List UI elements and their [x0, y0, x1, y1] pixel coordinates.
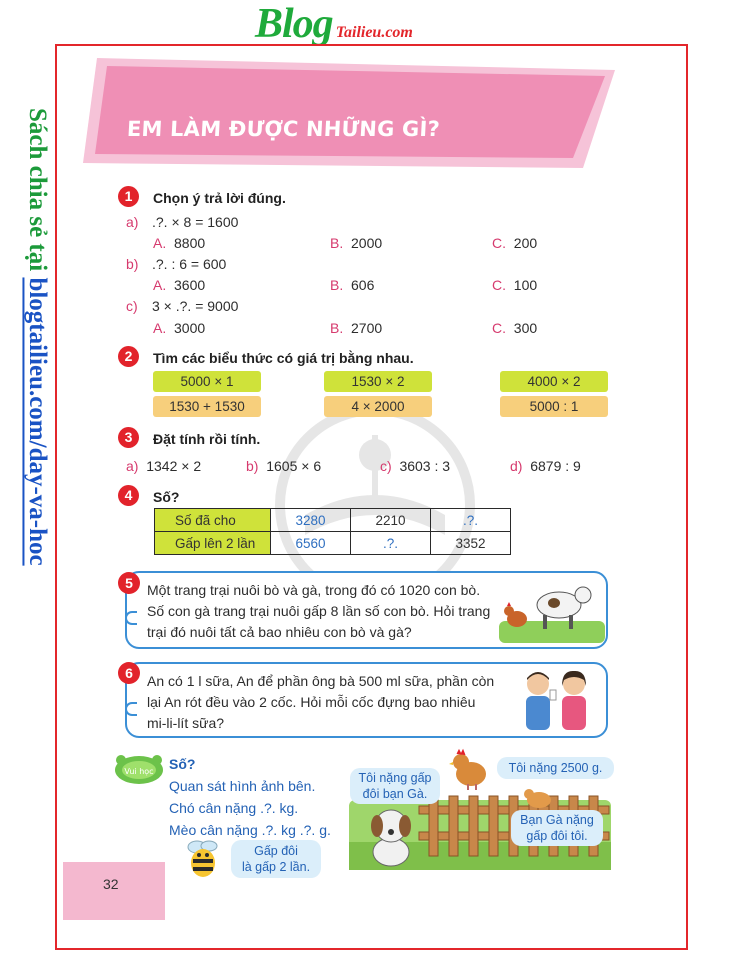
side-banner-text: Sách chia sẻ tại	[24, 108, 51, 278]
ex6-line-3: mi-li-lít sữa?	[147, 715, 225, 731]
ex1-c-option-b[interactable]: B. 2700	[330, 320, 383, 336]
ex1-a-option-a[interactable]: A. 8800	[153, 235, 206, 251]
expr-pill[interactable]: 1530 + 1530	[153, 396, 261, 417]
ex1-a-question: .?. × 8 = 1600	[152, 214, 239, 230]
ex3-item-d: d) 6879 : 9	[510, 458, 581, 474]
fun-line-3: Mèo cân nặng .?. kg .?. g.	[169, 822, 331, 838]
fun-line-2: Chó cân nặng .?. kg.	[169, 800, 299, 816]
title-banner	[75, 58, 615, 168]
ex1-c-question: 3 × .?. = 9000	[152, 298, 239, 314]
table-cell-blank[interactable]: .?.	[351, 532, 431, 555]
table-row	[155, 532, 511, 555]
fun-line-1: Quan sát hình ảnh bên.	[169, 778, 316, 794]
ex3-item-b: b) 1605 × 6	[246, 458, 322, 474]
ex1-a-option-c[interactable]: C. 200	[492, 235, 538, 251]
page-number: 32	[103, 876, 119, 892]
exercise-4-number: 4	[118, 485, 139, 506]
exercise-3-number: 3	[118, 427, 139, 448]
exercise-4-title: Số?	[153, 489, 180, 505]
box-hook	[125, 702, 137, 716]
ex1-c-label: c)	[126, 298, 138, 314]
ex1-c-option-c[interactable]: C. 300	[492, 320, 538, 336]
ex1-c-option-a[interactable]: A. 3000	[153, 320, 206, 336]
ex5-line-1: Một trang trại nuôi bò và gà, trong đó có 1020 con bò.	[147, 582, 481, 598]
expr-pill[interactable]: 4000 × 2	[500, 371, 608, 392]
ex1-b-label: b)	[126, 256, 139, 272]
side-banner	[20, 108, 52, 728]
ex1-b-option-b[interactable]: B. 606	[330, 277, 375, 293]
ex1-b-option-a[interactable]: A. 3600	[153, 277, 206, 293]
children-drinking-milk-icon	[512, 668, 602, 734]
ex3-item-a: a) 1342 × 2	[126, 458, 202, 474]
exercise-2-number: 2	[118, 346, 139, 367]
expr-pill[interactable]: 5000 : 1	[500, 396, 608, 417]
site-logo	[255, 1, 413, 47]
ex1-b-question: .?. : 6 = 600	[152, 256, 227, 272]
exercise-5-box	[125, 571, 608, 649]
dog-speech-bubble: Tôi nặng gấp đôi bạn Gà.	[350, 768, 440, 804]
ex1-a-option-b[interactable]: B. 2000	[330, 235, 383, 251]
table-cell: 6560	[271, 532, 351, 555]
table-cell-blank[interactable]: .?.	[431, 509, 511, 532]
exercise-5-number: 5	[118, 572, 140, 594]
exercise-1-number: 1	[118, 186, 139, 207]
cat-speech-bubble: Bạn Gà nặng gấp đôi tôi.	[511, 810, 603, 846]
ex1-a-label: a)	[126, 214, 139, 230]
ex3-item-c: c) 3603 : 3	[380, 458, 451, 474]
table-header: Số đã cho	[155, 509, 271, 532]
table-cell: 3280	[271, 509, 351, 532]
hen-icon	[449, 748, 491, 790]
ex6-line-2: lại An rót đều vào 2 cốc. Hỏi mỗi cốc đựng bao nhiêu	[147, 694, 476, 710]
logo-blog-text: Blog	[255, 1, 333, 47]
ex5-line-3: trại đó nuôi tất cả bao nhiêu con bò và gà?	[147, 624, 412, 640]
exercise-2-title: Tìm các biểu thức có giá trị bằng nhau.	[153, 350, 414, 366]
exercise-6-number: 6	[118, 662, 140, 684]
ex5-line-2: Số con gà trang trại nuôi gấp 8 lần số con bò. Hỏi trang	[147, 603, 491, 619]
hen-speech-bubble: Tôi nặng 2500 g.	[497, 757, 614, 779]
expr-pill[interactable]: 1530 × 2	[324, 371, 432, 392]
expr-pill[interactable]: 4 × 2000	[324, 396, 432, 417]
vui-hoc-badge-icon	[113, 752, 165, 786]
watermark-logo	[245, 395, 505, 595]
farm-cow-chicken-icon	[499, 577, 605, 643]
table-row	[155, 509, 511, 532]
exercise-1-title: Chọn ý trả lời đúng.	[153, 190, 286, 206]
exercise-6-box	[125, 662, 608, 738]
side-banner-link[interactable]: blogtailieu.com/day-va-hoc	[24, 277, 51, 566]
ex4-table	[154, 508, 511, 555]
page-title: EM LÀM ĐƯỢC NHỮNG GÌ?	[126, 117, 441, 141]
bee-icon	[181, 835, 227, 881]
ex1-b-option-c[interactable]: C. 100	[492, 277, 538, 293]
table-cell: 2210	[351, 509, 431, 532]
ex6-line-1: An có 1 l sữa, An để phần ông bà 500 ml sữa, phần còn	[147, 673, 495, 689]
fun-title: Số?	[169, 756, 196, 772]
expr-pill[interactable]: 5000 × 1	[153, 371, 261, 392]
table-cell: 3352	[431, 532, 511, 555]
exercise-3-title: Đặt tính rồi tính.	[153, 431, 261, 447]
table-header: Gấp lên 2 lần	[155, 532, 271, 555]
bee-speech-bubble: Gấp đôi là gấp 2 lần.	[231, 840, 321, 878]
box-hook	[125, 611, 137, 625]
logo-tailieu-text: Tailieu.com	[335, 24, 413, 41]
badge-label: Vui học	[124, 767, 154, 776]
